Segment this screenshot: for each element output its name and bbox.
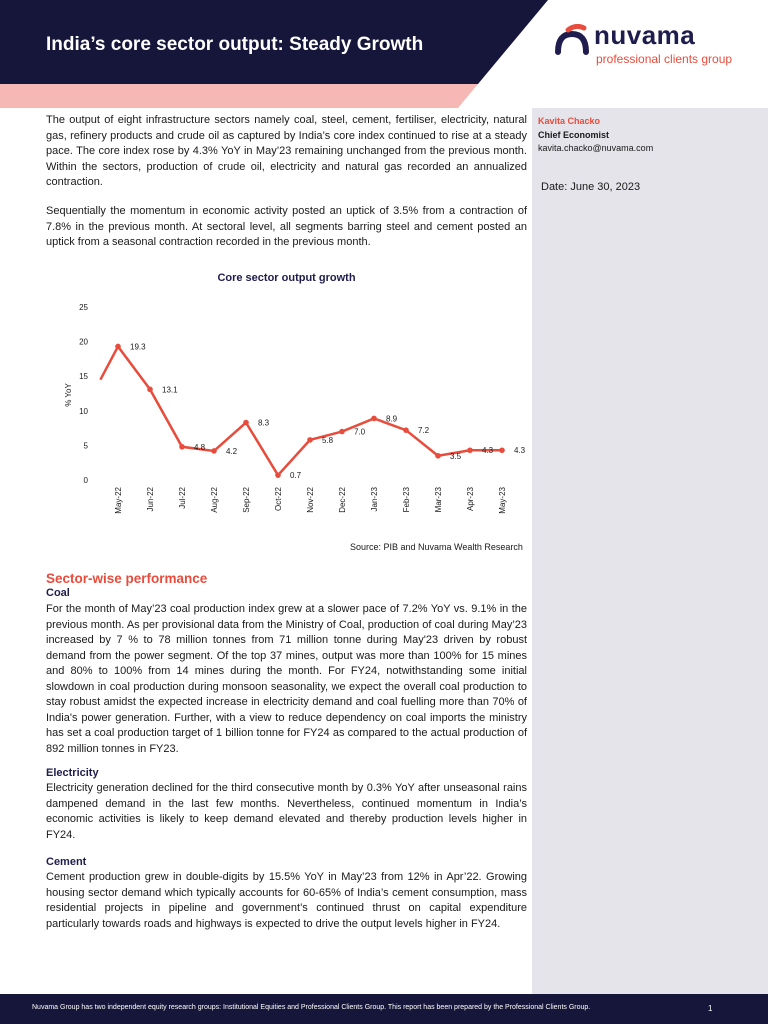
data-label: 4.2 — [226, 446, 238, 456]
data-point — [371, 416, 377, 422]
data-label: 0.7 — [290, 471, 302, 481]
x-tick-label: Sep-22 — [242, 487, 251, 513]
x-tick-label: Feb-23 — [402, 487, 411, 513]
electricity-paragraph: Electricity generation declined for the third consecutive month by 0.3% YoY after unseasonal rains dampened demand in the last few months. Nevertheless, continued momentum in India’s economic activities is likely to keep demand elevated and thereby production levels higher in FY24. — [46, 782, 527, 841]
author-name: Kavita Chacko — [538, 116, 601, 126]
data-point — [499, 447, 505, 453]
coal-paragraph: For the month of May’23 coal production index grew at a slower pace of 7.2% YoY vs. 9.1% in the previous month. As per provisional data from the Ministry of Coal, production of coal during May’23 increased by 7 % to 78 million tonnes from 71 million tonne during May'23 driven by robust demand from the power segment. Of the top 37 mines, output was more than 100% for 15 mines and 80% to 100% from 14 mines during the month. For FY24, notwithstanding some initial slowdown in coal production during monsoon seasonality, we expect the overall coal production to stay robust amidst the expected increase in electricity demand and coal fuelling more than 70% of India's power generation. Further, with a view to reduce dependency on coal imports the ministry has set a coal production target of 1 billion tonne for FY24 as compared to the actual production of 892 million tonnes in FY23. — [46, 603, 527, 755]
data-point — [403, 427, 409, 433]
electricity-heading: Electricity — [46, 767, 99, 779]
nuvama-logo-icon — [554, 24, 594, 58]
y-tick-label: 0 — [83, 476, 88, 485]
data-label: 5.8 — [322, 435, 334, 445]
data-label: 4.8 — [194, 442, 206, 452]
x-tick-label: Oct-22 — [274, 487, 283, 512]
author-role: Chief Economist — [538, 130, 610, 140]
cement-paragraph: Cement production grew in double-digits by 15.5% YoY in May’23 from 12% in Apr’22. Growing housing sector demand which typically accounts for 60-65% of India’s cement consumption, mass residential projects in pipeline and government’s continued thrust on capital expenditure particularly towards roads and highways is expected to drive the output levels higher in FY24. — [46, 871, 527, 930]
y-tick-label: 20 — [79, 337, 88, 347]
data-point — [435, 453, 441, 459]
header — [0, 0, 768, 84]
data-point — [275, 472, 281, 478]
chart-title: Core sector output growth — [217, 272, 356, 284]
page-title: India’s core sector output: Steady Growth — [46, 34, 424, 55]
data-label: 19.3 — [130, 342, 146, 352]
chart-source: Source: PIB and Nuvama Wealth Research — [350, 542, 523, 552]
data-point — [467, 447, 473, 453]
y-tick-label: 15 — [79, 372, 88, 382]
sidebar — [532, 108, 768, 994]
x-tick-label: May-22 — [114, 487, 123, 514]
data-label: 4.3 — [514, 446, 526, 456]
x-tick-label: Jul-22 — [178, 487, 187, 509]
x-tick-label: Jan-23 — [370, 487, 379, 512]
pink-band — [0, 84, 768, 108]
data-point — [179, 444, 185, 450]
data-label: 8.9 — [386, 414, 398, 424]
data-point — [339, 429, 345, 435]
intro-paragraph-1: The output of eight infrastructure sectors namely coal, steel, cement, fertiliser, electricity, natural gas, refinery products and crude oil as captured by India’s core index continued to rise at a steady pace. The core index rose by 4.3% YoY in May’23 remaining unchanged from the previous month. Within the sectors, production of crude oil, electricity and natural gas recorded an annualized contraction. — [46, 114, 527, 188]
data-label: 7.2 — [418, 426, 430, 436]
x-tick-label: Apr-23 — [466, 487, 475, 512]
data-point — [243, 420, 249, 426]
data-point — [211, 448, 217, 454]
x-tick-label: Jun-22 — [146, 487, 155, 512]
x-tick-label: Nov-22 — [306, 487, 315, 513]
brand-name: nuvama — [594, 20, 696, 50]
core-output-chart — [46, 290, 532, 540]
coal-heading: Coal — [46, 587, 70, 599]
author-email[interactable]: kavita.chacko@nuvama.com — [538, 143, 654, 153]
data-label: 13.1 — [162, 385, 178, 395]
data-point — [115, 344, 121, 350]
y-tick-label: 10 — [79, 406, 88, 416]
data-label: 8.3 — [258, 418, 270, 428]
data-point — [307, 437, 313, 443]
brand-subtitle: professional clients group — [596, 52, 733, 66]
data-label: 3.5 — [450, 451, 462, 461]
y-tick-label: 5 — [83, 441, 88, 451]
x-tick-label: Mar-23 — [434, 487, 443, 513]
data-point — [147, 387, 153, 393]
footer-disclaimer: Nuvama Group has two independent equity research groups: Institutional Equities and Professional Clients Group. This report has been prepared by the Professional Clients Group. — [32, 1004, 591, 1011]
section-title: Sector-wise performance — [46, 571, 208, 586]
brand-logo — [554, 22, 754, 72]
y-axis-label: % YoY — [64, 383, 73, 407]
series-line — [100, 346, 502, 475]
x-tick-label: Aug-22 — [210, 487, 219, 513]
data-label: 4.3 — [482, 446, 494, 456]
page-number: 1 — [708, 1004, 713, 1013]
x-tick-label: May-23 — [498, 487, 507, 514]
report-date: Date: June 30, 2023 — [541, 181, 641, 193]
data-label: 7.0 — [354, 427, 366, 437]
x-tick-label: Dec-22 — [338, 487, 347, 513]
y-tick-label: 25 — [79, 303, 88, 312]
intro-paragraph-2: Sequentially the momentum in economic activity posted an uptick of 3.5% from a contraction of 7.8% in the previous month. At sectoral level, all segments barring steel and cement posted an uptick from a seasonal contraction recorded in the previous month. — [46, 205, 527, 248]
cement-heading: Cement — [46, 856, 87, 868]
